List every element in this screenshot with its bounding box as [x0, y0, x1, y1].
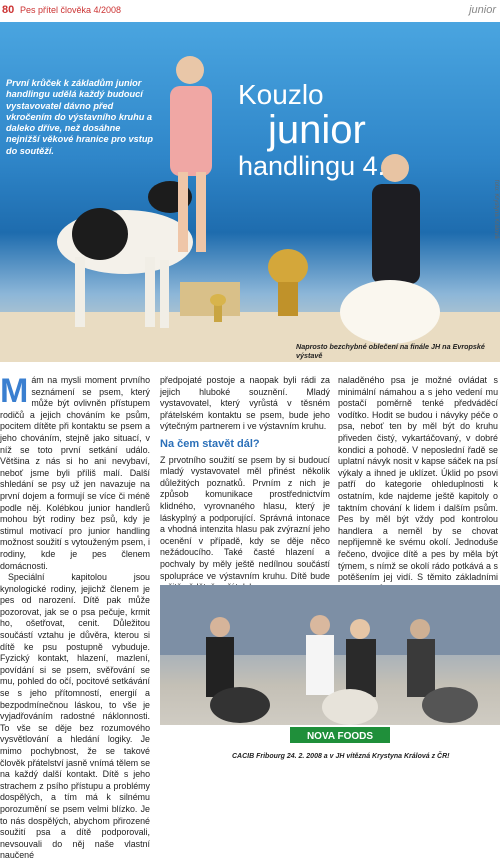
title-line-3: handlingu 4.: [238, 151, 386, 181]
sponsor-banner: NOVA FOODS: [306, 731, 374, 742]
dropcap: M: [0, 372, 29, 410]
bottom-photo: [160, 585, 500, 753]
column-2-text-b: Z prvotního soužití se psem by si budoucí mladý vystavovatel měl přinést několik důležitých poznatků. Prvním z nich je způsob komunikace prostřednictvím klidného, vyrovnaného hlasu, který je láskyplný a podporující. Správná intonace a vhodná intenzita hlasu pak zvýrazní jeho ocenění v případě, kdy se děje něco nežádoucího. Také časté hlazení a pochvaly by měly ještě nedílnou součástí spolupráce ve výstavním kruhu. Dítě bude: [160, 454, 330, 581]
article-column-2: [160, 375, 330, 594]
section-name: junior: [469, 4, 496, 16]
article-column-3: [338, 375, 498, 607]
dog-white: [322, 689, 378, 725]
column-1-text: ám na mysli moment prvního seznámení se psem, který může být ovlivněn přístupem rodičů a jejich chováním ke psům, pocitem dítěte při kontaktu se psem a jeho chováním, stejně jako situací, v níž se toto první setkání událo. Většina z nás si ho ani nevybaví, neboť jsme byli příliš malí. Další shledání se psy už jen navazuje na první dojem a formují se více či méně podle něj. Kolébkou junior handlerů mohou být rodiny bez psů, kdy je stimul motivací pro junior handling možnost soužití s vytouženým psem, i rodiny, kde je pes členem domácnosti.: [0, 375, 150, 571]
title-line-1: Kouzlo: [238, 79, 324, 110]
page-number: 80: [2, 4, 15, 16]
borzoi-dog: [57, 181, 193, 328]
bottom-photo-caption: CACIB Fribourg 24. 2. 2008 a v JH vítězná Krystyna Králová z ČR!: [232, 753, 450, 760]
hero-photo: [0, 22, 500, 362]
article-title: [238, 80, 418, 182]
hero-illustration: [0, 22, 500, 362]
column-3-text: naladěného psa je možné ovládat s minimální námahou a s jeho vedení mu postačí poměrně tenké předváděcí vodítko. Hodit se budou i návyky péče o psa, neboť ten by měl být do kruhu přiveden čistý, vykartáčovaný, v dobré kondici a pohodě. V neposlední řadě se uplatní návyk nosit v kapse sáček na psí výkaly a ihned je uklízet. Úklid po psovi patří do kategorie ohleduplnosti k ostatním, kde najdeme ještě kapitoly o taktním chování k lidem i dalším psům. Pes by měl být vždy pod kontrolou handlera a neměl by se chovat nepřijemně ke svému okolí. Jednoduše řečeno, dvojice dítě a pes by měla být týmem, s nímž se okolí rádo potkává a s potěšením jej vidí. S těmito základními: [338, 375, 498, 583]
intro-text: První krůček k základům junior handlingu udělá každý budoucí vystavovatel dávno před vkročením do výstavního kruhu a daleko dříve, než dosáhne nejnižší věkové hranice pro vstup do soutěží.: [6, 78, 154, 156]
dog-black: [210, 687, 270, 723]
column-1-text-b: Speciální kapitolou jsou kynologické rodiny, jejichž členem je pes od narození. Dítě pak může pozorovat, jak se o psa pečuje, krmit ho, ošetřovat, cenit. Důležitou součástí vztahu je důvěra, kterou si dítě ke psu postupně vybuduje. Fyzický kontakt, hlazení, mazlení, povídání si se psem, svěřování se mu, pohled do očí, pocitové setkávání se s jeho přítomností, energií a bezpodmínečnou láskou, to vše je vyjadřováním radostné náklonnosti. To vše se děje bez rozumového vysvětlování a hledání logiky. Je mimo pochybnost, že se takové člověk přátelství jasně vnímá tělem se na každý další kontakt. Dítě s jeho strachem z psího přístupu a problémy dospělých, a tím má k silnému porozumění se psem velmi blízko. Je to nás dospělých, abychom přirozené soužití psa a dítě podporovali, nevsouvali do něj naše vlastní naučené: [0, 572, 150, 861]
title-line-2: junior: [268, 108, 366, 152]
page-header: [0, 0, 500, 23]
subheading: Na čem stavět dál?: [160, 437, 260, 450]
white-dog: [340, 280, 440, 344]
article-column-1: [0, 372, 150, 862]
photo-credit: foto: Krystyna Králová: [493, 180, 499, 239]
dog-grey: [422, 687, 478, 723]
column-2-text: předpojaté postoje a naopak byli rádi za jejich hluboké souznění. Mladý vystavovatel, který vyrůstá v těsném přátelském kontaktu se psem, bude jeho výtečným partnerem i ve výstavním kruhu.: [160, 375, 330, 432]
magazine-name: Pes přítel člověka 4/2008: [20, 5, 122, 15]
bottom-illustration: [160, 585, 500, 753]
photo-caption: Naprosto bezchybné oblečení na finále JH na Evropské výstavě: [296, 342, 485, 360]
